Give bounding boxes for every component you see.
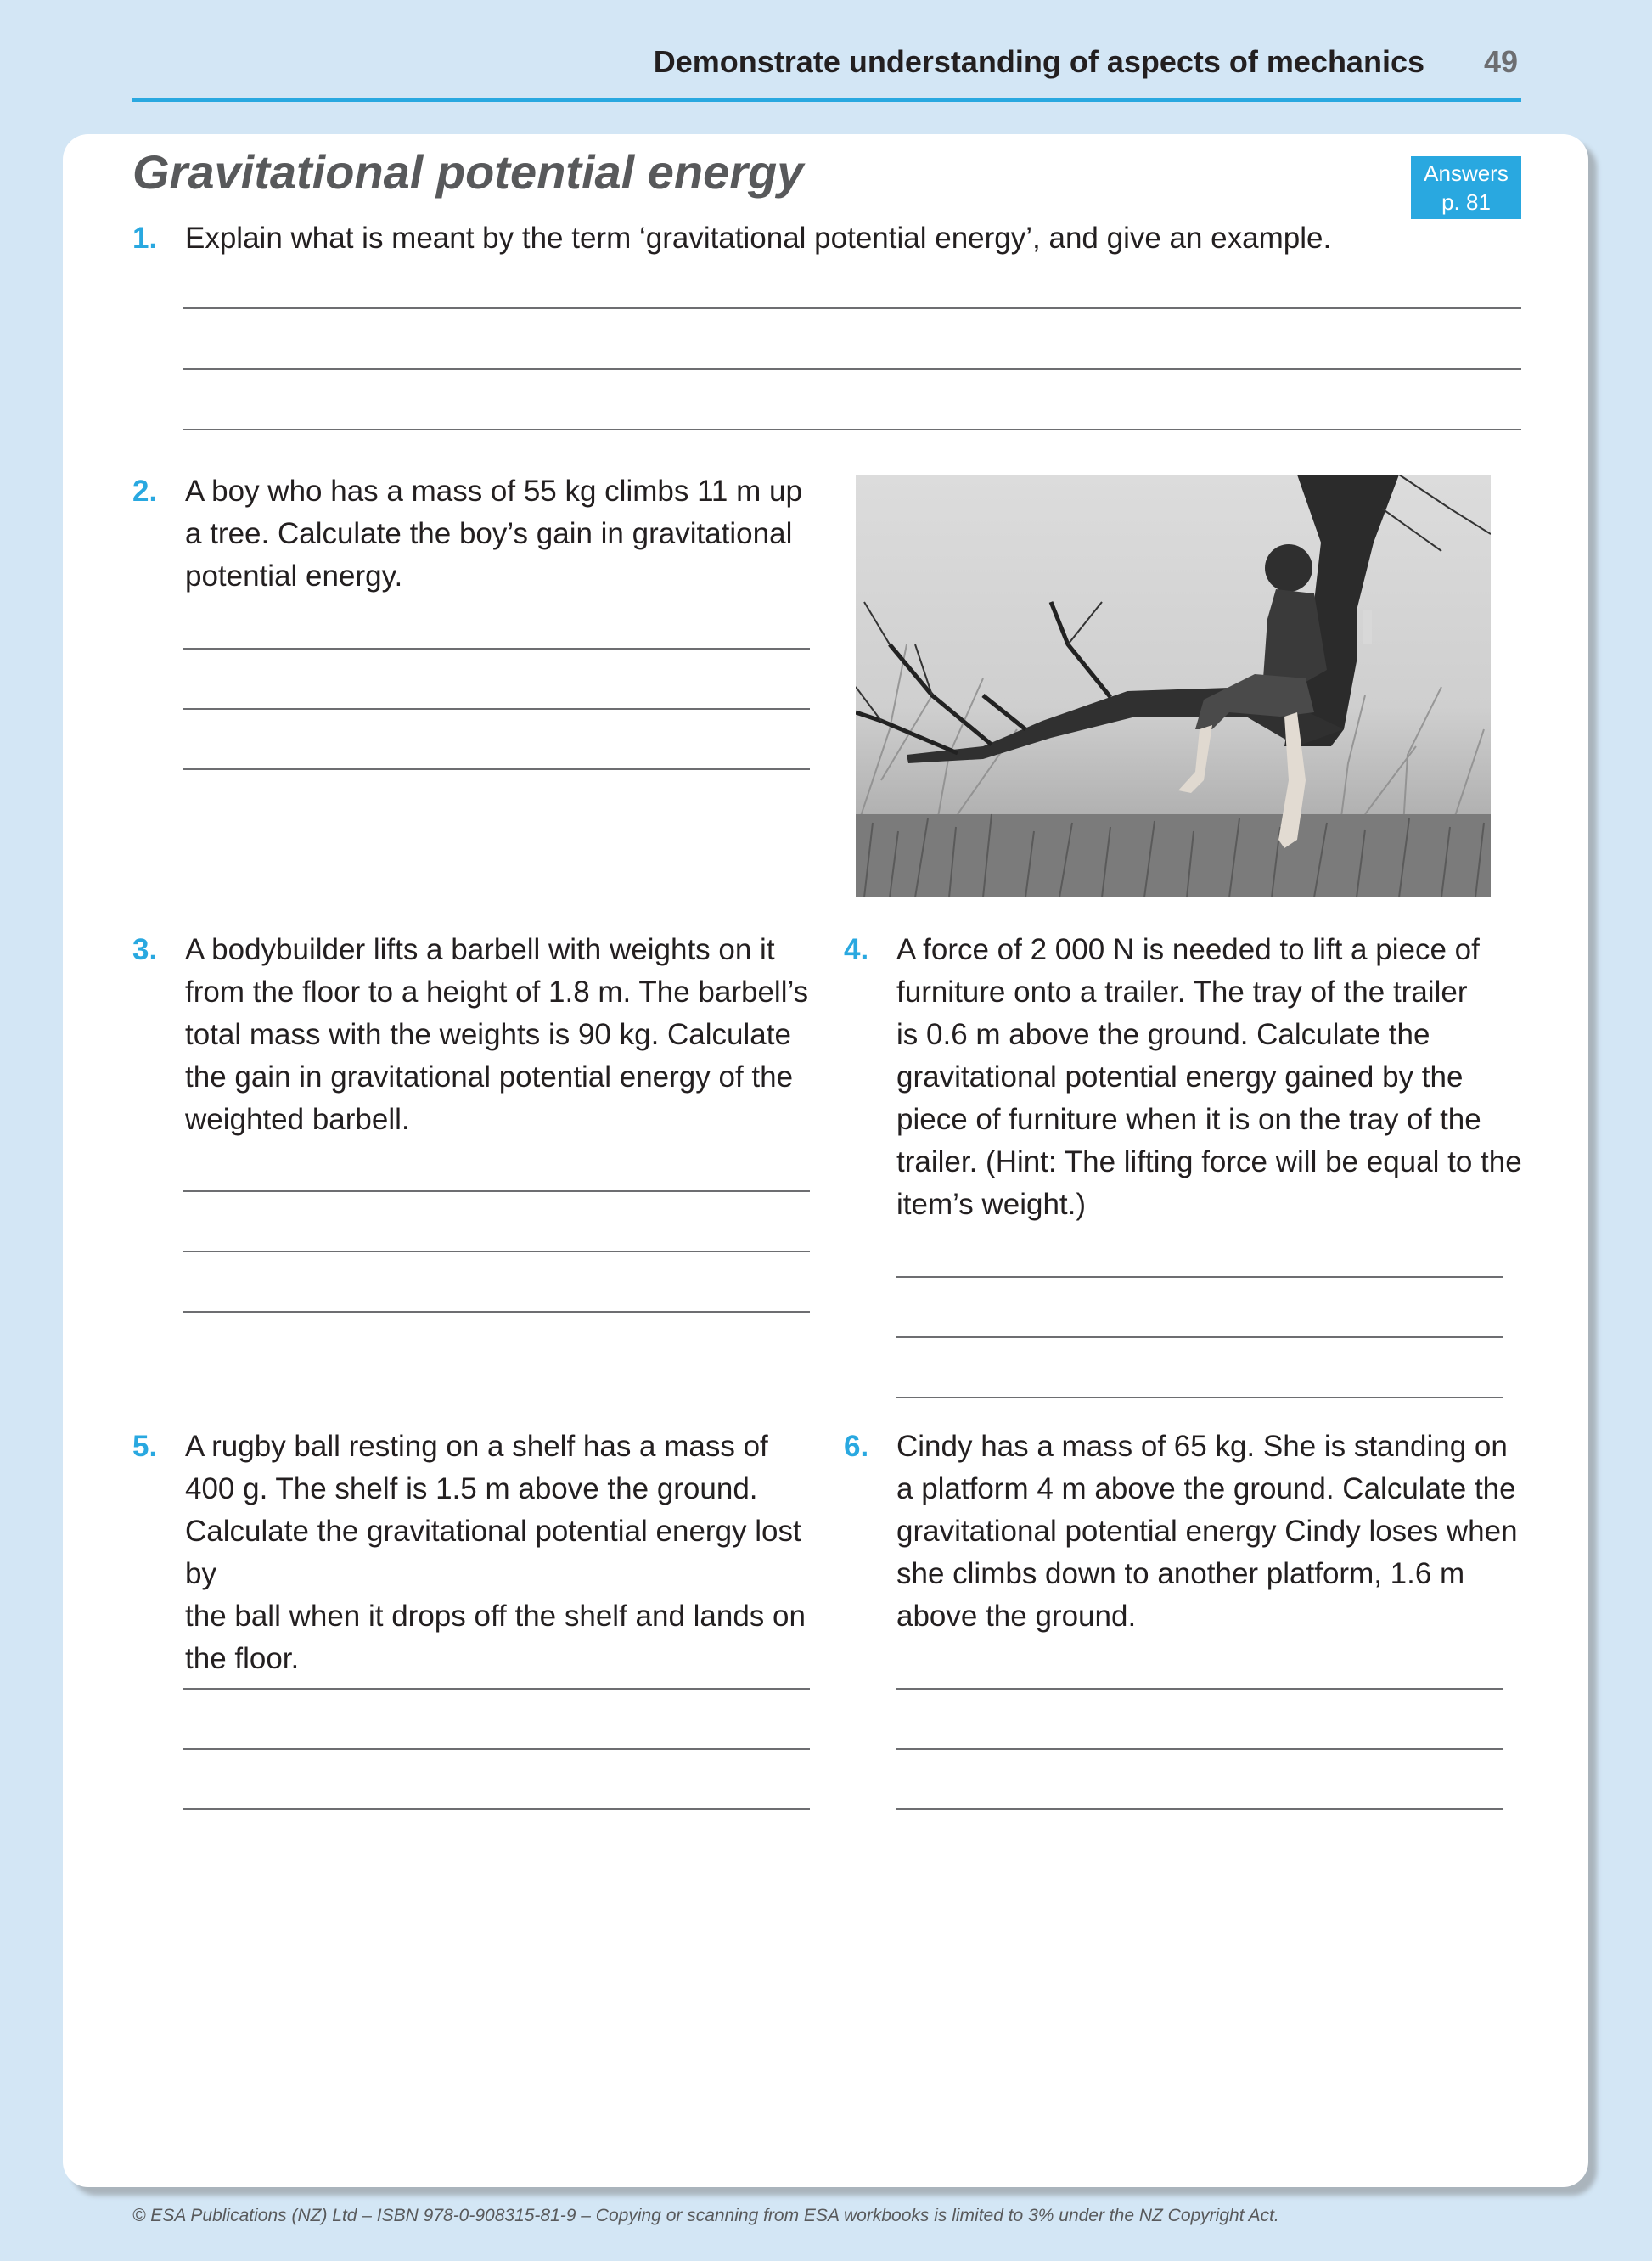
answer-line[interactable]	[183, 307, 1521, 309]
answer-line[interactable]	[896, 1336, 1503, 1338]
page-number: 49	[1484, 44, 1519, 79]
answers-page: p. 81	[1441, 189, 1491, 215]
answer-line[interactable]	[183, 648, 810, 650]
answer-line[interactable]	[183, 768, 810, 770]
boy-in-tree-photo	[856, 475, 1491, 897]
question-number: 1.	[132, 222, 158, 255]
question-5	[132, 1426, 812, 1680]
question-number: 2.	[132, 475, 158, 508]
answer-line[interactable]	[183, 1190, 810, 1192]
answer-line[interactable]	[183, 1748, 810, 1750]
answers-reference-badge	[1411, 156, 1521, 219]
question-number: 4.	[844, 933, 869, 966]
answer-line[interactable]	[183, 708, 810, 710]
question-1	[132, 217, 1525, 260]
question-2	[132, 470, 812, 598]
copyright-footer: © ESA Publications (NZ) Ltd – ISBN 978-0-908315-81-9 – Copying or scanning from ESA workbooks is limited to 3% under the NZ Copyright Act.	[132, 2206, 1279, 2225]
answer-line[interactable]	[896, 1808, 1503, 1810]
question-text: A bodybuilder lifts a barbell with weights on it from the floor to a height of 1.8 m. The barbell’s total mass with the weights is 90 kg. Calculate the gain in gravitational potential energy of the weighted barbell.	[185, 933, 809, 1136]
answers-label: Answers	[1424, 160, 1509, 186]
answer-line[interactable]	[896, 1397, 1503, 1398]
question-text: A boy who has a mass of 55 kg climbs 11 m up a tree. Calculate the boy’s gain in gravitational potential energy.	[185, 475, 802, 593]
header-divider	[132, 98, 1521, 102]
question-number: 6.	[844, 1430, 869, 1463]
question-text: Explain what is meant by the term ‘gravitational potential energy’, and give an example.	[185, 222, 1332, 255]
question-text: A rugby ball resting on a shelf has a mass of 400 g. The shelf is 1.5 m above the ground. Calculate the gravitational potential energy lost by the ball when it drops off the shelf and lands on the floor.	[185, 1430, 806, 1675]
answer-line[interactable]	[183, 1311, 810, 1313]
question-4	[844, 929, 1523, 1226]
page-title: Gravitational potential energy	[132, 145, 804, 199]
answer-line[interactable]	[896, 1276, 1503, 1278]
question-text: A force of 2 000 N is needed to lift a piece of furniture onto a trailer. The tray of the trailer is 0.6 m above the ground. Calculate the gravitational potential energy gained by the piece of furniture when it is on the tray of the trailer. (Hint: The lifting force will be equal to the item’s weight.)	[896, 933, 1522, 1221]
answer-line[interactable]	[183, 1808, 810, 1810]
question-text: Cindy has a mass of 65 kg. She is standing on a platform 4 m above the ground. Calculate the gravitational potential energy Cindy loses when she climbs down to another platform, 1.6 m above the ground.	[896, 1430, 1518, 1633]
question-3	[132, 929, 812, 1141]
answer-line[interactable]	[183, 368, 1521, 370]
question-number: 3.	[132, 933, 158, 966]
running-header-title: Demonstrate understanding of aspects of mechanics	[653, 44, 1424, 79]
question-number: 5.	[132, 1430, 158, 1463]
answer-line[interactable]	[896, 1688, 1503, 1690]
answer-line[interactable]	[183, 429, 1521, 430]
answer-line[interactable]	[896, 1748, 1503, 1750]
answer-line[interactable]	[183, 1688, 810, 1690]
answer-line[interactable]	[183, 1251, 810, 1252]
question-6	[844, 1426, 1523, 1638]
